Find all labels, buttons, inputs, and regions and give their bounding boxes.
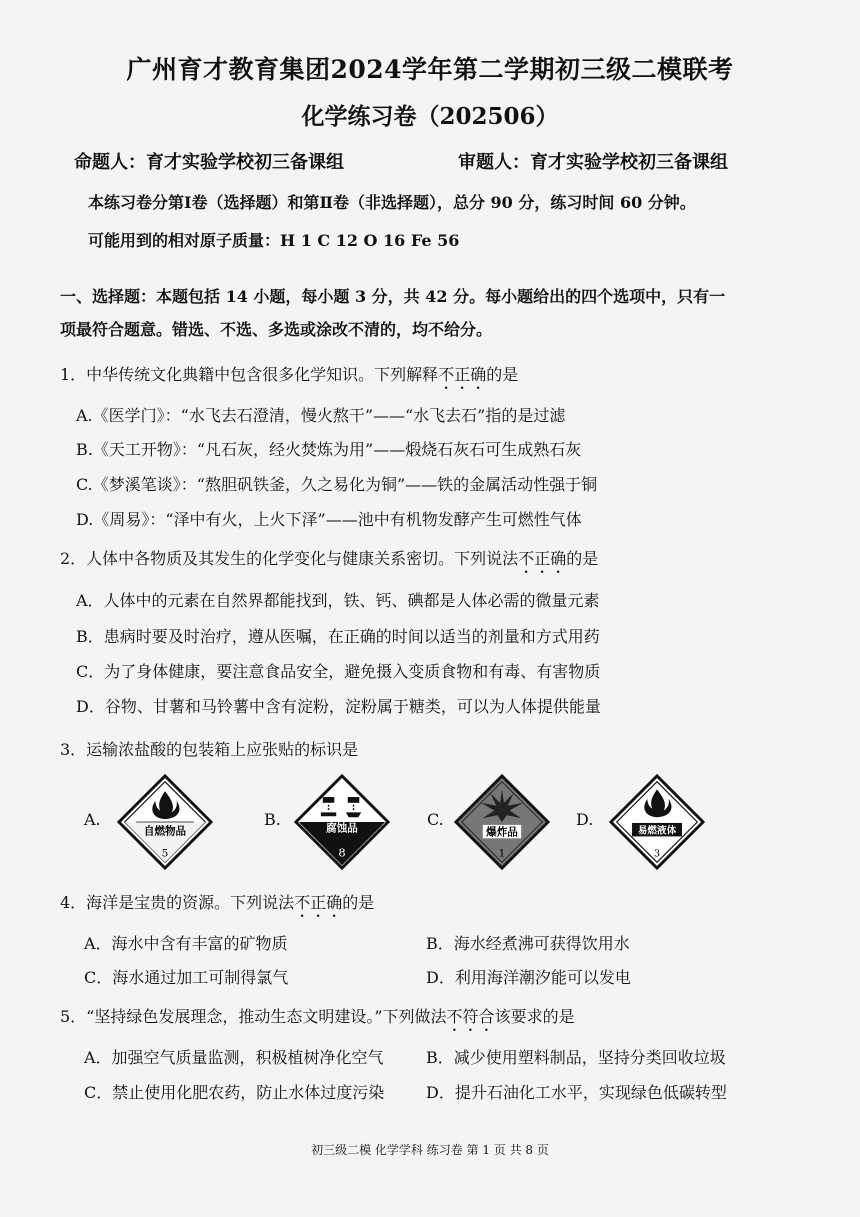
exam-intro: 本练习卷分第Ⅰ卷（选择题）和第Ⅱ卷（非选择题），总分 90 分，练习时间 60 分钟。 <box>88 193 696 212</box>
question-2-stem <box>60 546 598 577</box>
q1-option-c: C.《梦溪笔谈》：“熬胆矾铁釜，久之易化为铜”——铁的金属活动性强于铜 <box>76 475 598 494</box>
question-3-stem: 3．运输浓盐酸的包装箱上应张贴的标识是 <box>60 740 359 759</box>
q5-option-b: B．减少使用塑料制品，坚持分类回收垃圾 <box>426 1048 726 1067</box>
q1-emphasis: 不正确 <box>438 365 487 384</box>
q5-stem-end: 该要求的是 <box>494 1007 575 1026</box>
q3-label-c: C. <box>427 810 444 829</box>
q4-option-c: C．海水通过加工可制得氯气 <box>84 968 289 987</box>
sign-b-num: 8 <box>338 845 346 860</box>
question-5-stem <box>60 1004 575 1035</box>
exam-subtitle: 化学练习卷（202506） <box>301 103 559 130</box>
q1-option-d: D.《周易》：“泽中有火，上火下泽”——池中有机物发酵产生可燃性气体 <box>76 510 582 529</box>
sign-a-num: 5 <box>161 847 169 860</box>
authors-line <box>74 148 774 174</box>
q5-option-a: A．加强空气质量监测，积极植树净化空气 <box>84 1048 384 1067</box>
q4-emphasis: 不正确 <box>294 893 343 912</box>
hazard-sign-d <box>609 774 705 870</box>
q4-option-d: D．利用海洋潮汐能可以发电 <box>426 968 631 987</box>
atomic-mass: 可能用到的相对原子质量：H 1 C 12 O 16 Fe 56 <box>88 231 460 250</box>
q3-label-a: A. <box>84 810 101 829</box>
question-1-stem <box>60 362 518 393</box>
section-instructions-1: 一、选择题：本题包括 14 小题，每小题 3 分，共 42 分。每小题给出的四个选项中，只有一 <box>60 287 726 306</box>
q5-stem-text: 5．“坚持绿色发展理念，推动生态文明建设。”下列做法 <box>60 1007 447 1026</box>
exam-title: 广州育才教育集团2024学年第二学期初三级二模联考 <box>126 55 734 84</box>
q3-label-d: D. <box>576 810 594 829</box>
q2-option-d: D．谷物、甘薯和马铃薯中含有淀粉，淀粉属于糖类，可以为人体提供能量 <box>76 697 601 716</box>
q1-stem-end: 的是 <box>486 365 519 384</box>
q2-stem-text: 2．人体中各物质及其发生的化学变化与健康关系密切。下列说法 <box>60 549 519 568</box>
page-footer: 初三级二模 化学学科 练习卷 第 1 页 共 8 页 <box>311 1143 549 1157</box>
q2-option-c: C．为了身体健康，要注意食品安全，避免摄入变质食物和有毒、有害物质 <box>76 662 601 681</box>
sign-c-num: 1 <box>498 847 506 860</box>
q5-emphasis: 不符合 <box>446 1007 495 1026</box>
sign-d-text: 易燃液体 <box>637 825 677 837</box>
q4-option-a: A．海水中含有丰富的矿物质 <box>84 934 288 953</box>
q4-stem-end: 的是 <box>342 893 375 912</box>
q3-label-b: B. <box>264 810 281 829</box>
reviewer: 审题人：育才实验学校初三备课组 <box>458 152 728 173</box>
hazard-sign-b <box>294 774 390 870</box>
setter: 命题人：育才实验学校初三备课组 <box>74 152 344 173</box>
q4-stem-text: 4．海洋是宝贵的资源。下列说法 <box>60 893 295 912</box>
hazard-sign-a <box>117 774 213 870</box>
sign-a-text: 自燃物品 <box>143 825 187 838</box>
q2-option-b: B．患病时要及时治疗，遵从医嘱，在正确的时间以适当的剂量和方式用药 <box>76 627 600 646</box>
q4-option-b: B．海水经煮沸可获得饮用水 <box>426 934 630 953</box>
question-4-stem <box>60 890 374 921</box>
q2-option-a: A．人体中的元素在自然界都能找到，铁、钙、碘都是人体必需的微量元素 <box>76 591 600 610</box>
sign-b-text: 腐蚀品 <box>326 822 358 835</box>
q5-option-d: D．提升石油化工水平，实现绿色低碳转型 <box>426 1083 727 1102</box>
sign-d-num: 3 <box>653 848 661 860</box>
section-instructions-2: 项最符合题意。错选、不选、多选或涂改不清的，均不给分。 <box>60 320 493 339</box>
q1-stem-text: 1．中华传统文化典籍中包含很多化学知识。下列解释 <box>60 365 439 384</box>
q1-option-a: A.《医学门》：“水飞去石澄清，慢火熬干”——“水飞去石”指的是过滤 <box>76 406 566 425</box>
q1-option-b: B.《天工开物》：“凡石灰，经火焚炼为用”——煅烧石灰石可生成熟石灰 <box>76 440 582 459</box>
q2-stem-end: 的是 <box>566 549 599 568</box>
hazard-sign-c <box>454 774 550 870</box>
q5-option-c: C．禁止使用化肥农药，防止水体过度污染 <box>84 1083 385 1102</box>
q2-emphasis: 不正确 <box>518 549 567 568</box>
sign-c-text: 爆炸品 <box>486 826 518 839</box>
